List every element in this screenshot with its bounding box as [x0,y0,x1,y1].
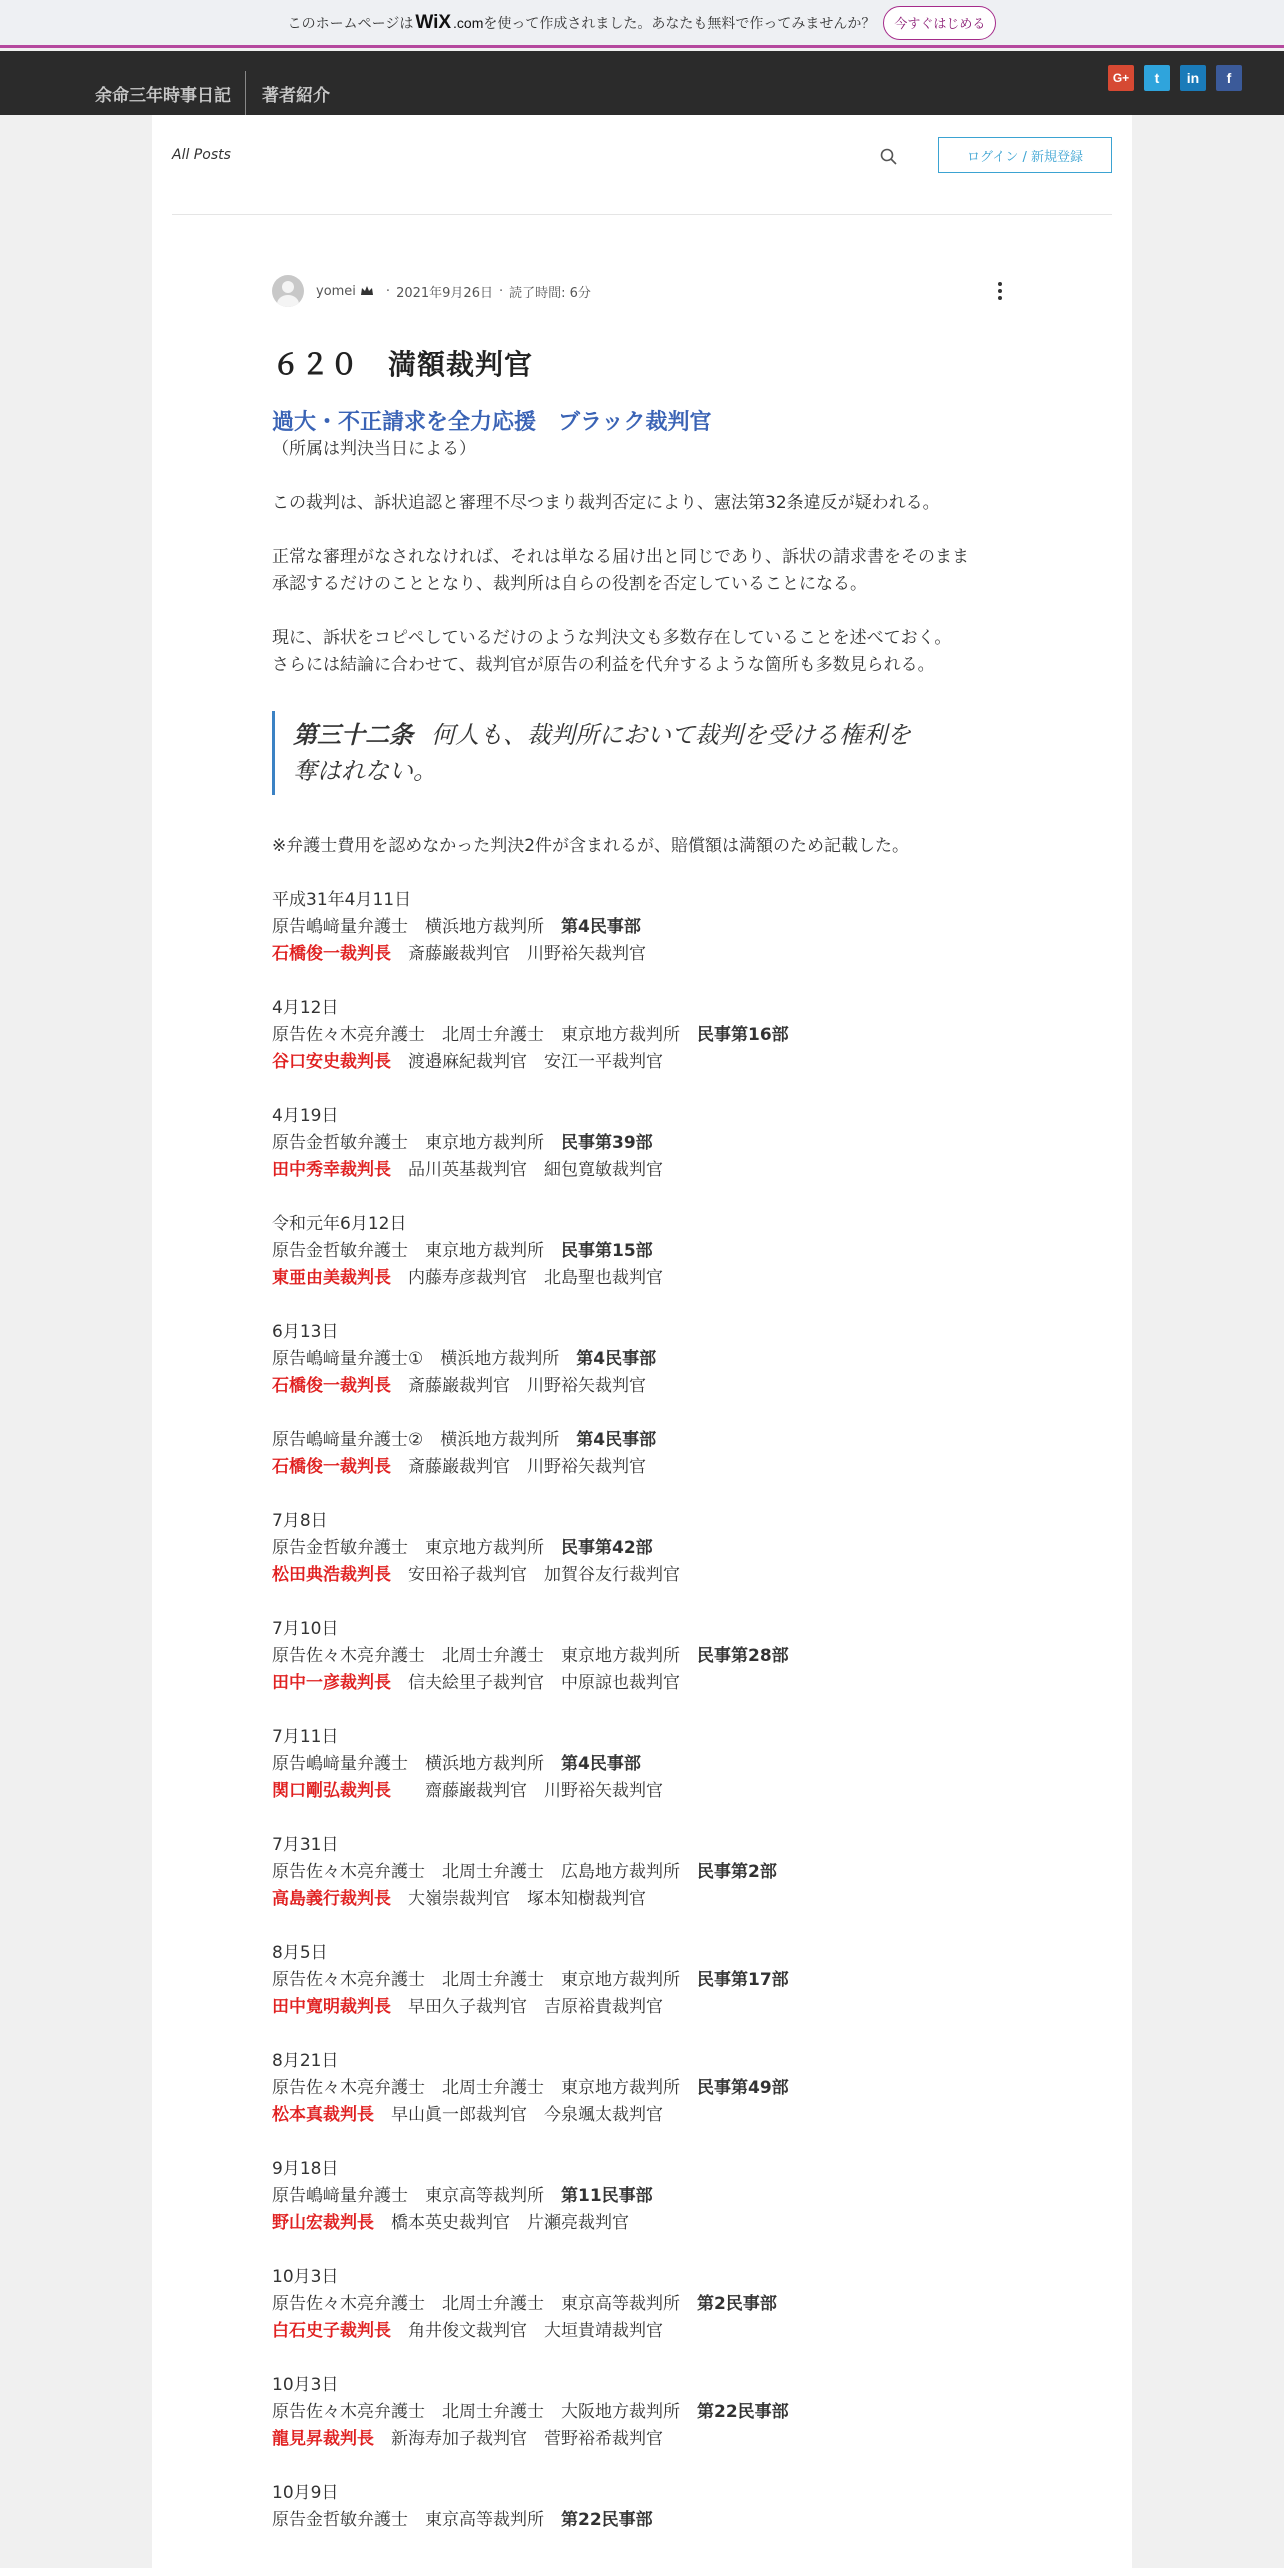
chief-judge: 高島義行裁判長 [272,1889,391,1909]
ruling-entry [272,1319,1012,1400]
plaintiff-court: 原告嶋﨑量弁護士 横浜地方裁判所 [272,917,561,937]
start-now-button[interactable]: 今すぐはじめる [883,6,996,40]
ruling-entry [272,2372,1012,2453]
ruling-list [272,887,1012,2534]
associate-judges: 齋藤巌裁判官 川野裕矢裁判官 [391,1781,663,1801]
court-division: 民事第16部 [697,1025,789,1045]
ruling-judges [272,2210,1012,2237]
social-bar [1108,65,1242,91]
more-options-icon[interactable] [988,279,1012,303]
post-meta [272,275,1012,307]
chief-judge: 松田典浩裁判長 [272,1565,391,1585]
wix-dotcom: .com [453,14,484,31]
plaintiff-court: 原告佐々木亮弁護士 北周士弁護士 東京地方裁判所 [272,1970,697,1990]
associate-judges: 早田久子裁判官 吉原裕貴裁判官 [391,1997,663,2017]
associate-judges: 大嶺崇裁判官 塚本知樹裁判官 [391,1889,646,1909]
ruling-entry [272,1508,1012,1589]
ruling-entry [272,1427,1012,1481]
site-header [0,51,1284,115]
ruling-entry [272,1832,1012,1913]
plaintiff-court: 原告嶋﨑量弁護士② 横浜地方裁判所 [272,1430,577,1450]
ruling-judges [272,2318,1012,2345]
ruling-judges [272,1670,1012,1697]
ruling-parties [272,2075,1012,2102]
court-division: 民事第39部 [561,1133,653,1153]
chief-judge: 白石史子裁判長 [272,2321,391,2341]
ruling-parties [272,2183,1012,2210]
plaintiff-court: 原告金哲敏弁護士 東京地方裁判所 [272,1133,561,1153]
ruling-parties [272,1238,1012,1265]
plaintiff-court: 原告佐々木亮弁護士 北周士弁護士 東京地方裁判所 [272,1646,697,1666]
ruling-parties [272,2399,1012,2426]
chief-judge: 石橋俊一裁判長 [272,1376,391,1396]
court-division: 第22民事部 [561,2510,653,2530]
chief-judge: 田中一彦裁判長 [272,1673,391,1693]
court-division: 第22民事部 [697,2402,789,2422]
twitter-icon[interactable]: t [1144,65,1170,91]
site-nav [95,71,344,115]
court-division: 民事第42部 [561,1538,653,1558]
plaintiff-court: 原告金哲敏弁護士 東京地方裁判所 [272,1538,561,1558]
court-division: 第2民事部 [697,2294,777,2314]
ruling-date: 7月11日 [272,1727,339,1747]
ruling-date: 10月3日 [272,2375,339,2395]
wix-banner [0,0,1284,48]
court-division: 第11民事部 [561,2186,653,2206]
chief-judge: 松本真裁判長 [272,2105,374,2125]
google-plus-icon[interactable]: G+ [1108,65,1134,91]
ruling-parties [272,1346,1012,1373]
associate-judges: 斎藤巌裁判官 川野裕矢裁判官 [391,944,646,964]
ruling-judges [272,1886,1012,1913]
nav-item-diary[interactable]: 余命三年時事日記 [95,85,231,106]
ruling-parties [272,1859,1012,1886]
ruling-date: 10月3日 [272,2267,339,2287]
blog-post [272,275,1012,2561]
quote-text: 奪はれない。 [293,757,437,785]
ruling-date: 4月19日 [272,1106,339,1126]
associate-judges: 品川英基裁判官 細包寛敏裁判官 [391,1160,663,1180]
ruling-judges [272,2102,1012,2129]
associate-judges: 新海寿加子裁判官 菅野裕希裁判官 [374,2429,663,2449]
court-division: 民事第2部 [697,1862,777,1882]
banner-text-pre: このホームページは [287,15,414,32]
ruling-entry [272,1940,1012,2021]
associate-judges: 早山眞一郎裁判官 今泉颯太裁判官 [374,2105,663,2125]
ruling-parties [272,1751,1012,1778]
court-division: 民事第28部 [697,1646,789,1666]
ruling-judges [272,1373,1012,1400]
chief-judge: 田中秀幸裁判長 [272,1160,391,1180]
ruling-parties [272,1967,1012,1994]
court-division: 第4民事部 [576,1430,657,1450]
chief-judge: 谷口安史裁判長 [272,1052,391,1072]
plaintiff-court: 原告嶋﨑量弁護士 横浜地方裁判所 [272,1754,561,1774]
ruling-entry [272,995,1012,1076]
ruling-judges [272,1454,1012,1481]
plaintiff-court: 原告佐々木亮弁護士 北周士弁護士 東京高等裁判所 [272,2294,697,2314]
associate-judges: 信夫絵里子裁判官 中原諒也裁判官 [391,1673,680,1693]
plaintiff-court: 原告嶋﨑量弁護士① 横浜地方裁判所 [272,1349,577,1369]
quote-heading: 第三十二条 [293,720,413,749]
ruling-parties [272,1427,1012,1454]
associate-judges: 内藤寿彦裁判官 北島聖也裁判官 [391,1268,663,1288]
associate-judges: 渡邉麻紀裁判官 安江一平裁判官 [391,1052,663,1072]
post-title: ６２０ 満額裁判官 [272,348,534,381]
blog-container [152,115,1132,2568]
ruling-date: 9月18日 [272,2159,339,2179]
court-division: 第4民事部 [576,1349,657,1369]
ruling-date: 7月31日 [272,1835,339,1855]
plaintiff-court: 原告佐々木亮弁護士 北周士弁護士 大阪地方裁判所 [272,2402,697,2422]
author-name[interactable]: yomei [316,283,356,299]
crown-icon [360,285,374,297]
chief-judge: 東亜由美裁判長 [272,1268,391,1288]
court-division: 第4民事部 [561,917,641,937]
ruling-date: 10月9日 [272,2483,339,2503]
post-subtitle: 過大・不正請求を全力応援 ブラック裁判官 [272,410,712,435]
ruling-parties [272,1130,1012,1157]
associate-judges: 斎藤巌裁判官 川野裕矢裁判官 [391,1376,646,1396]
wix-logo[interactable]: WiX [415,11,452,33]
avatar[interactable] [272,275,304,307]
login-button[interactable]: ログイン / 新規登録 [938,137,1112,173]
plaintiff-court: 原告佐々木亮弁護士 北周士弁護士 広島地方裁判所 [272,1862,697,1882]
paragraph: この裁判は、訴状追認と審理不尽つまり裁判否定により、憲法第32条違反が疑われる。 [272,493,940,513]
ruling-date: 4月12日 [272,998,339,1018]
post-note: （所属は判決当日による） [272,439,476,459]
post-date: 2021年9月26日 [396,285,493,301]
court-division: 民事第17部 [697,1970,789,1990]
ruling-date: 7月8日 [272,1511,328,1531]
plaintiff-court: 原告佐々木亮弁護士 北周士弁護士 東京地方裁判所 [272,1025,697,1045]
chief-judge: 野山宏裁判長 [272,2213,374,2233]
court-division: 民事第49部 [697,2078,789,2098]
associate-judges: 斎藤巌裁判官 川野裕矢裁判官 [391,1457,646,1477]
ruling-date: 6月13日 [272,1322,339,1342]
nav-item-author[interactable]: 著者紹介 [262,85,330,106]
all-posts-link[interactable]: All Posts [172,147,231,163]
plaintiff-court: 原告佐々木亮弁護士 北周士弁護士 東京地方裁判所 [272,2078,697,2098]
ruling-date: 平成31年4月11日 [272,890,412,910]
read-time: 読了時間: 6分 [509,285,591,301]
ruling-date: 7月10日 [272,1619,339,1639]
ruling-entry [272,2264,1012,2345]
associate-judges: 角井俊文裁判官 大垣貴靖裁判官 [391,2321,663,2341]
court-division: 第4民事部 [561,1754,641,1774]
ruling-judges [272,1049,1012,1076]
paragraph: さらには結論に合わせて、裁判官が原告の利益を代弁するような箇所も多数見られる。 [272,655,935,675]
ruling-date: 8月21日 [272,2051,339,2071]
paragraph: 承認するだけのこととなり、裁判所は自らの役割を否定していることになる。 [272,574,867,594]
court-division: 民事第15部 [561,1241,653,1261]
chief-judge: 田中寛明裁判長 [272,1997,391,2017]
blockquote [272,711,972,795]
linkedin-icon[interactable]: in [1180,65,1206,91]
ruling-entry [272,2156,1012,2237]
remark: ※弁護士費用を認めなかった判決2件が含まれるが、賠償額は満額のため記載した。 [272,836,910,856]
paragraph: 現に、訴状をコピペしているだけのような判決文も多数存在していることを述べておく。 [272,628,952,648]
ruling-entry [272,887,1012,968]
ruling-judges [272,1265,1012,1292]
quote-text: 何人も、裁判所において裁判を受ける権利を [431,721,911,749]
ruling-judges [272,1778,1012,1805]
meta-dot: · [498,283,504,299]
nav-divider [245,71,246,115]
ruling-parties [272,914,1012,941]
paragraph: 正常な審理がなされなければ、それは単なる届け出と同じであり、訴状の請求書をそのまま [272,547,969,567]
chief-judge: 石橋俊一裁判長 [272,1457,391,1477]
ruling-date: 令和元年6月12日 [272,1214,407,1234]
ruling-date: 8月5日 [272,1943,328,1963]
associate-judges: 橋本英史裁判官 片瀬亮裁判官 [374,2213,629,2233]
ruling-entry [272,2480,1012,2534]
plaintiff-court: 原告金哲敏弁護士 東京高等裁判所 [272,2510,561,2530]
ruling-parties [272,1535,1012,1562]
ruling-entry [272,1616,1012,1697]
ruling-parties [272,1022,1012,1049]
chief-judge: 関口剛弘裁判長 [272,1781,391,1801]
plaintiff-court: 原告嶋﨑量弁護士 東京高等裁判所 [272,2186,561,2206]
search-icon[interactable] [879,147,899,167]
ruling-judges [272,1562,1012,1589]
chief-judge: 龍見昇裁判長 [272,2429,374,2449]
plaintiff-court: 原告金哲敏弁護士 東京地方裁判所 [272,1241,561,1261]
ruling-parties [272,1643,1012,1670]
ruling-entry [272,2048,1012,2129]
associate-judges: 安田裕子裁判官 加賀谷友行裁判官 [391,1565,680,1585]
ruling-judges [272,1994,1012,2021]
banner-text-post: を使って作成されました。あなたも無料で作ってみませんか？ [483,15,876,32]
ruling-parties [272,2291,1012,2318]
facebook-icon[interactable]: f [1216,65,1242,91]
ruling-judges [272,941,1012,968]
ruling-judges [272,2426,1012,2453]
ruling-entry [272,1724,1012,1805]
ruling-entry [272,1211,1012,1292]
ruling-entry [272,1103,1012,1184]
ruling-parties [272,2507,1012,2534]
divider [172,214,1112,215]
ruling-judges [272,1157,1012,1184]
chief-judge: 石橋俊一裁判長 [272,944,391,964]
meta-dot: · [385,283,391,299]
